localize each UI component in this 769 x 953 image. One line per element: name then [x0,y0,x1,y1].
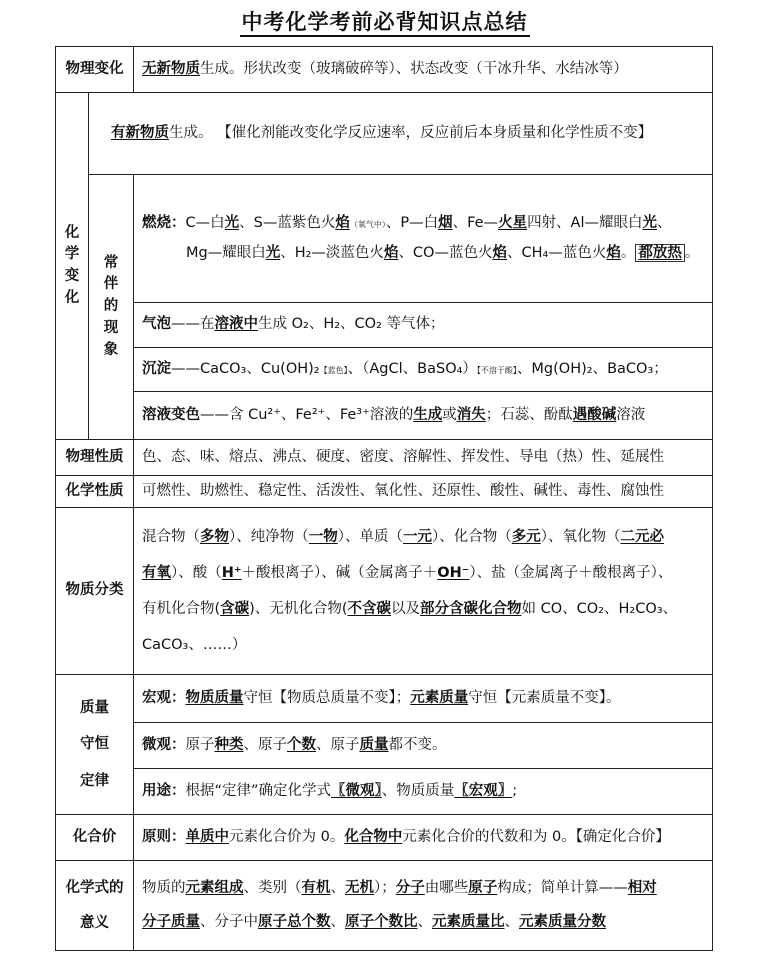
combustion-line-2: Mg—耀眼白光、H₂—淡蓝色火焰、CO—蓝色火焰、CH₄—蓝色火焰。 都放热 。 [186,244,700,261]
valence-label: 化合价 [56,815,134,861]
chemical-change-definition: 有新物质生成。 【催化剂能改变化学反应速率，反应前后本身质量和化学性质不变】 [89,93,713,175]
row-conservation-micro [56,723,713,769]
row-conservation-macro [56,675,713,723]
classification-line-3: 有机化合物(含碳)、无机化合物(不含碳以及部分含碳化合物如 CO、CO₂、H₂CO₃、 [142,601,678,617]
row-valence [56,815,713,861]
chemical-property-content: 可燃性、助燃性、稳定性、活泼性、氧化性、还原性、酸性、碱性、毒性、腐蚀性 [134,476,713,508]
valence-content: 原则：单质中元素化合价为 0。化合物中元素化合价的代数和为 0。【确定化合价】 [134,815,713,861]
combustion-content [134,175,713,303]
row-precipitate [56,348,713,392]
row-conservation-usage [56,769,713,815]
physical-property-content: 色、态、味、熔点、沸点、硬度、密度、溶解性、挥发性、导电（热）性、延展性 [134,440,713,476]
conservation-usage: 用途：根据“定律”确定化学式〖微观〗、物质质量〖宏观〗; [134,769,713,815]
row-color-change [56,392,713,440]
formula-meaning-line-1: 物质的元素组成、类别（有机、无机）；分子由哪些原子构成；简单计算——相对 [142,880,657,897]
bubbles-content: 气泡——在溶液中生成 O₂、H₂、CO₂ 等气体； [134,303,713,348]
combustion-line-1: 燃烧：C—白光、S—蓝紫色火焰（氧气中）、P—白烟、Fe—火星四射、Al—耀眼白光、 [142,214,672,231]
classification-label: 物质分类 [56,508,134,675]
row-chemical-change-definition [56,93,713,175]
classification-line-2: 有氧）、酸（H⁺＋酸根离子）、碱（金属离子＋OH⁻）、盐（金属离子＋酸根离子）、 [142,564,673,581]
physical-change-label: 物理变化 [56,47,134,93]
conservation-label: 质量 守恒 定律 [56,675,134,815]
physical-change-content: 无新物质生成。形状改变（玻璃破碎等）、状态改变（干冰升华、水结冰等） [134,47,713,93]
color-change-content: 溶液变色——含 Cu²⁺、Fe²⁺、Fe³⁺溶液的生成或消失；石蕊、酚酞遇酸碱溶液 [134,392,713,440]
chemical-property-label: 化学性质 [56,476,134,508]
classification-line-1: 混合物（多物）、纯净物（一物）、单质（一元）、化合物（多元）、氧化物（二元必 [142,528,664,545]
page-title [0,6,769,36]
physical-property-label: 物理性质 [56,440,134,476]
row-bubbles [56,303,713,348]
row-physical-property [56,440,713,476]
page-title-text: 中考化学考前必背知识点总结 [240,10,530,37]
classification-content [134,508,713,675]
row-combustion [56,175,713,303]
chemical-change-label: 化 学 变 化 [56,93,89,440]
conservation-micro: 微观：原子种类、原子个数、原子质量都不变。 [134,723,713,769]
precipitate-content: 沉淀——CaCO₃、Cu(OH)₂【蓝色】、（AgCl、BaSO₄）【不溶于酸】、Mg(OH)₂、BaCO₃； [134,348,713,392]
releases-heat-note: 都放热 [635,244,685,262]
formula-meaning-line-2: 分子质量、分子中原子总个数、原子个数比、元素质量比、元素质量分数 [142,913,606,930]
formula-meaning-content [134,861,713,951]
formula-meaning-label: 化学式的 意义 [56,861,134,951]
row-classification [56,508,713,675]
classification-line-4: CaCO₃、……） [142,637,247,654]
row-formula-meaning [56,861,713,951]
phenomena-label: 常 伴 的 现 象 [89,175,134,440]
row-physical-change [56,47,713,93]
row-chemical-property [56,476,713,508]
knowledge-table [55,46,713,951]
conservation-macro: 宏观：物质质量守恒【物质总质量不变】；元素质量守恒【元素质量不变】。 [134,675,713,723]
